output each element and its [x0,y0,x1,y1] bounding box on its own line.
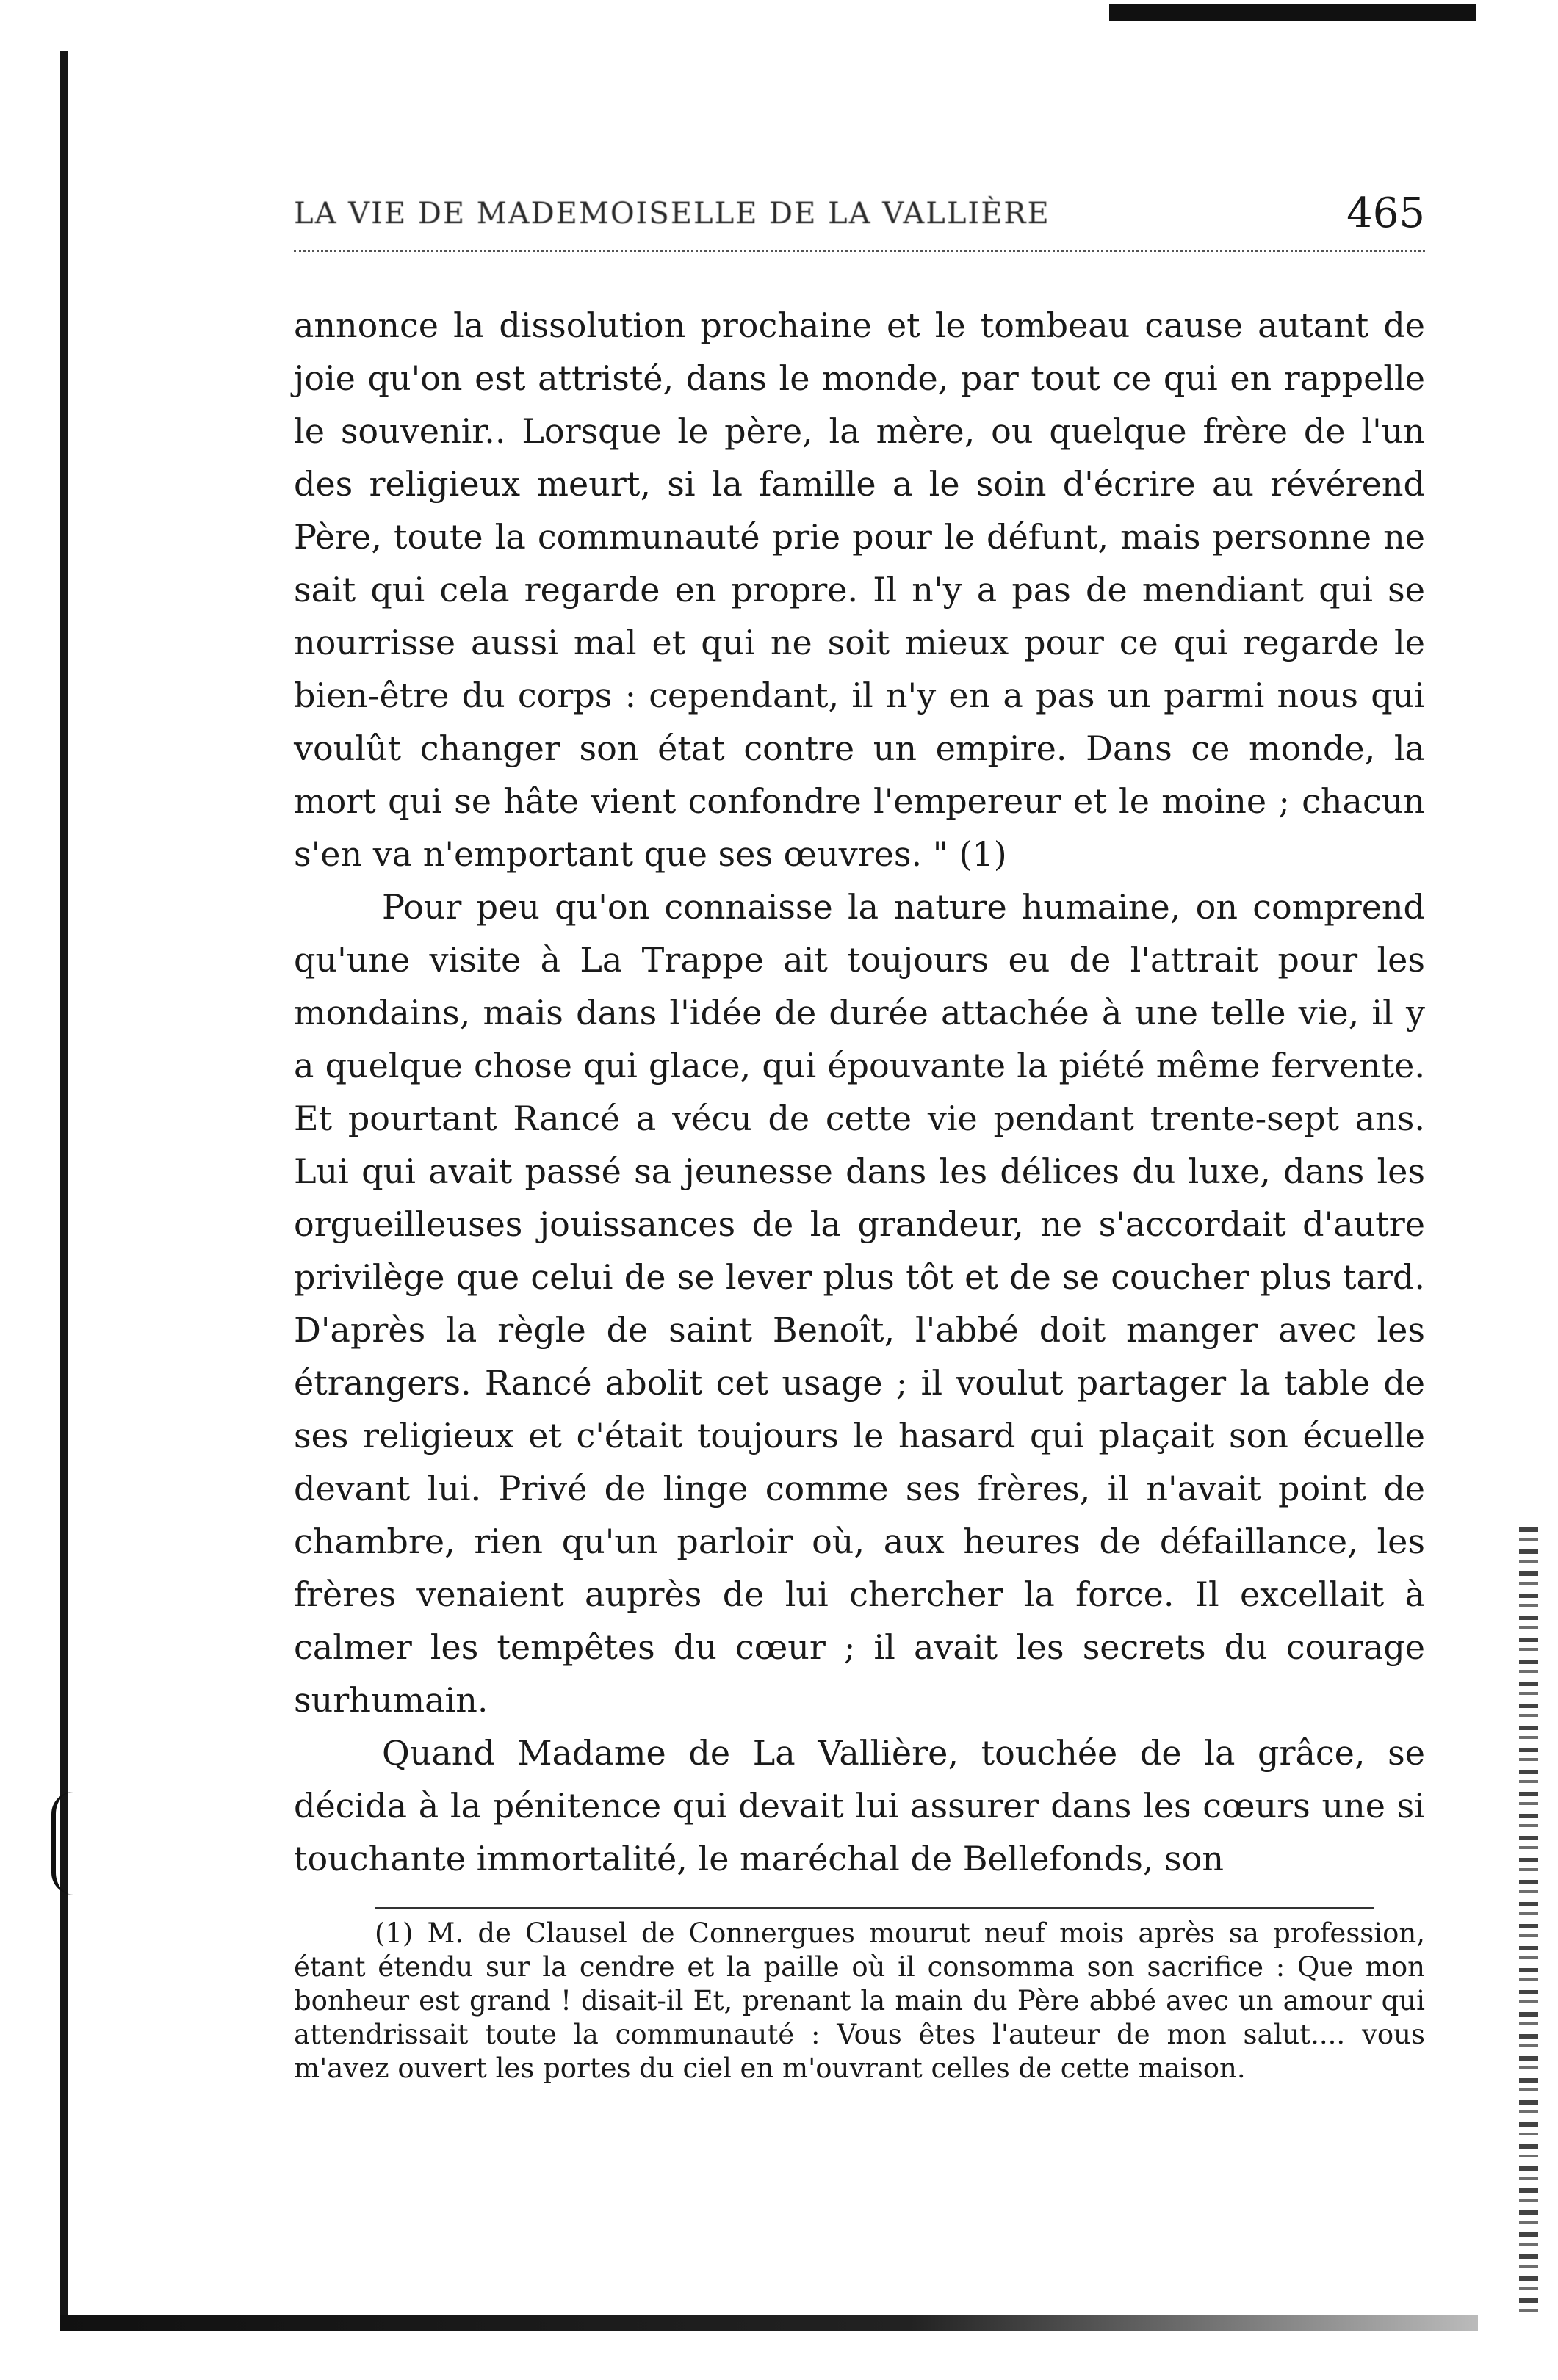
paragraph: Pour peu qu'on connaisse la nature humaine, on comprend qu'une visite à La Trappe ait toujours eu de l'attrait pour les mondains, mais dans l'idée de durée attachée à une telle vie, il y a quelque chose qui glace, qui épouvante la piété même fervente. Et pourtant Rancé a vécu de cette vie pendant trente-sept ans. Lui qui avait passé sa jeunesse dans les délices du luxe, dans les orgueilleuses jouissances de la grandeur, ne s'accordait d'autre privilège que celui de se lever plus tôt et de se coucher plus tard. D'après la règle de saint Benoît, l'abbé doit manger avec les étrangers. Rancé abolit cet usage ; il voulut partager la table de ses religieux et c'était toujours le hasard qui plaçait son écuelle devant lui. Privé de linge comme ses frères, il n'avait point de chambre, rien qu'un parloir où, aux heures de défaillance, les frères venaient auprès de lui chercher la force. Il excellait à calmer les tempêtes du cœur ; il avait les secrets du courage surhumain. [294,887,1425,1720]
scan-artifact-right-edge [1519,1527,1538,2321]
footnote-separator [375,1907,1374,1909]
page-number: 465 [1346,189,1425,237]
scan-artifact-bottom-edge [60,2315,1478,2331]
book-page [294,184,1425,2113]
scan-artifact-top-bar [1109,4,1476,21]
running-title: LA VIE DE MADEMOISELLE DE LA VALLIÈRE [294,197,1050,231]
paragraph: annonce la dissolution prochaine et le tombeau cause autant de joie qu'on est attristé, dans le monde, par tout ce qui en rappelle le souvenir.. Lorsque le père, la mère, ou quelque frère de l'un des religieux meurt, si la famille a le soin d'écrire au révérend Père, toute la communauté prie pour le défunt, mais personne ne sait qui cela regarde en propre. Il n'y a pas de mendiant qui se nourrisse aussi mal et qui ne soit mieux pour ce qui regarde le bien-être du corps : cependant, il n'y en a pas un parmi nous qui voulût changer son état contre un empire. Dans ce monde, la mort qui se hâte vient confondre l'empereur et le moine ; chacun s'en va n'emportant que ses œuvres. " (1) [294,305,1425,874]
footnote: (1) M. de Clausel de Connergues mourut neuf mois après sa profession, étant étendu sur la cendre et la paille où il consomma son sacrifice : Que mon bonheur est grand ! disait-il Et, prenant la main du Père abbé avec un amour qui attendrissait toute la communauté : Vous êtes l'auteur de mon salut.... vous m'avez ouvert les portes du ciel en m'ouvrant celles de cette maison. [294,1917,1425,2084]
scan-artifact-notch [51,1792,76,1895]
scan-artifact-left-edge [60,51,68,2321]
running-head [294,184,1425,252]
paragraph: Quand Madame de La Vallière, touchée de la grâce, se décida à la pénitence qui devait lui assurer dans les cœurs une si touchante immortalité, le maréchal de Bellefonds, son [294,1733,1425,1878]
body-text [294,299,1425,1885]
